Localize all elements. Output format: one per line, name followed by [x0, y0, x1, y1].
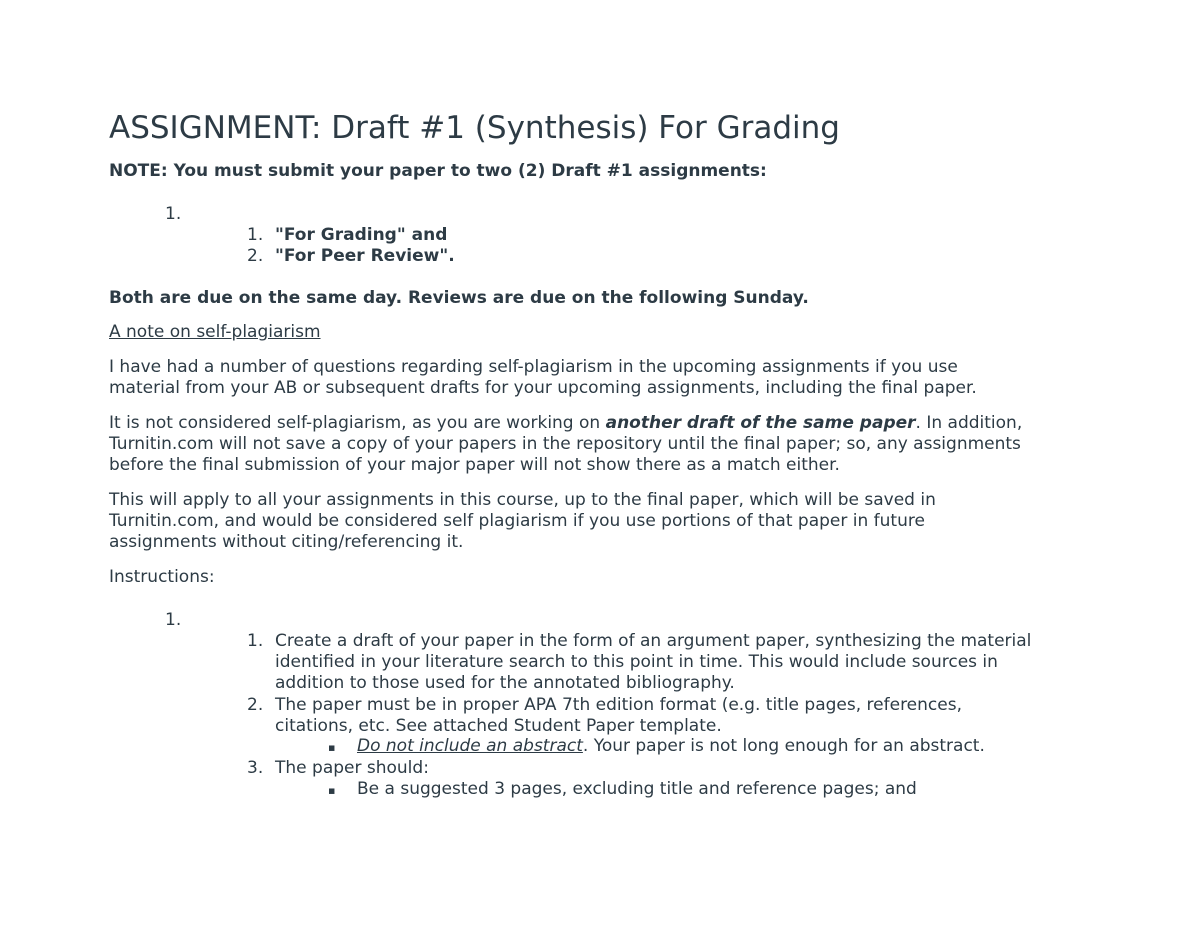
list-marker: 1.: [165, 204, 182, 224]
paragraph-line: This will apply to all your assignments in this course, up to the final paper, which will be saved in: [109, 490, 936, 510]
list-marker: 1.: [247, 631, 264, 651]
list-item: "For Peer Review".: [275, 246, 455, 266]
paragraph-line: I have had a number of questions regarding self-plagiarism in the upcoming assignments if you use: [109, 357, 958, 377]
list-item-line: Create a draft of your paper in the form of an argument paper, synthesizing the material: [275, 631, 1032, 651]
due-text: Both are due on the same day. Reviews are due on the following Sunday.: [109, 288, 809, 308]
instructions-label: Instructions:: [109, 567, 215, 587]
page-title: ASSIGNMENT: Draft #1 (Synthesis) For Grading: [109, 110, 840, 146]
list-marker: 2.: [247, 695, 264, 715]
paragraph-line: material from your AB or subsequent drafts for your upcoming assignments, including the final paper.: [109, 378, 977, 398]
section-heading: A note on self-plagiarism: [109, 322, 321, 342]
emphasis-text: another draft of the same paper: [605, 413, 916, 433]
list-marker: 1.: [165, 610, 182, 630]
list-item-line: The paper should:: [275, 758, 429, 778]
paragraph-line: [109, 413, 1022, 434]
list-item-line: addition to those used for the annotated bibliography.: [275, 673, 735, 693]
emphasis-text: Do not include an abstract: [357, 736, 583, 756]
sub-list-item: Be a suggested 3 pages, excluding title and reference pages; and: [357, 779, 917, 799]
paragraph-line: Turnitin.com will not save a copy of your papers in the repository until the final paper; so, any assignments: [109, 434, 1021, 454]
list-item-line: The paper must be in proper APA 7th edition format (e.g. title pages, references,: [275, 695, 962, 715]
list-marker: 2.: [247, 246, 264, 266]
list-item-line: identified in your literature search to this point in time. This would include sources in: [275, 652, 998, 672]
bullet-icon: ▪: [328, 784, 336, 797]
list-item-line: citations, etc. See attached Student Paper template.: [275, 716, 722, 736]
note-text: NOTE: You must submit your paper to two (2) Draft #1 assignments:: [109, 161, 767, 181]
paragraph-line: before the final submission of your major paper will not show there as a match either.: [109, 455, 840, 475]
bullet-icon: ▪: [328, 741, 336, 754]
paragraph-text: It is not considered self-plagiarism, as you are working on: [109, 413, 606, 433]
sub-list-item: [357, 736, 985, 757]
list-marker: 1.: [247, 225, 264, 245]
list-marker: 3.: [247, 758, 264, 778]
paragraph-text: . In addition,: [915, 413, 1023, 433]
sub-list-text: . Your paper is not long enough for an abstract.: [582, 736, 985, 756]
paragraph-line: Turnitin.com, and would be considered self plagiarism if you use portions of that paper in future: [109, 511, 925, 531]
list-item: "For Grading" and: [275, 225, 448, 245]
paragraph-line: assignments without citing/referencing it.: [109, 532, 464, 552]
